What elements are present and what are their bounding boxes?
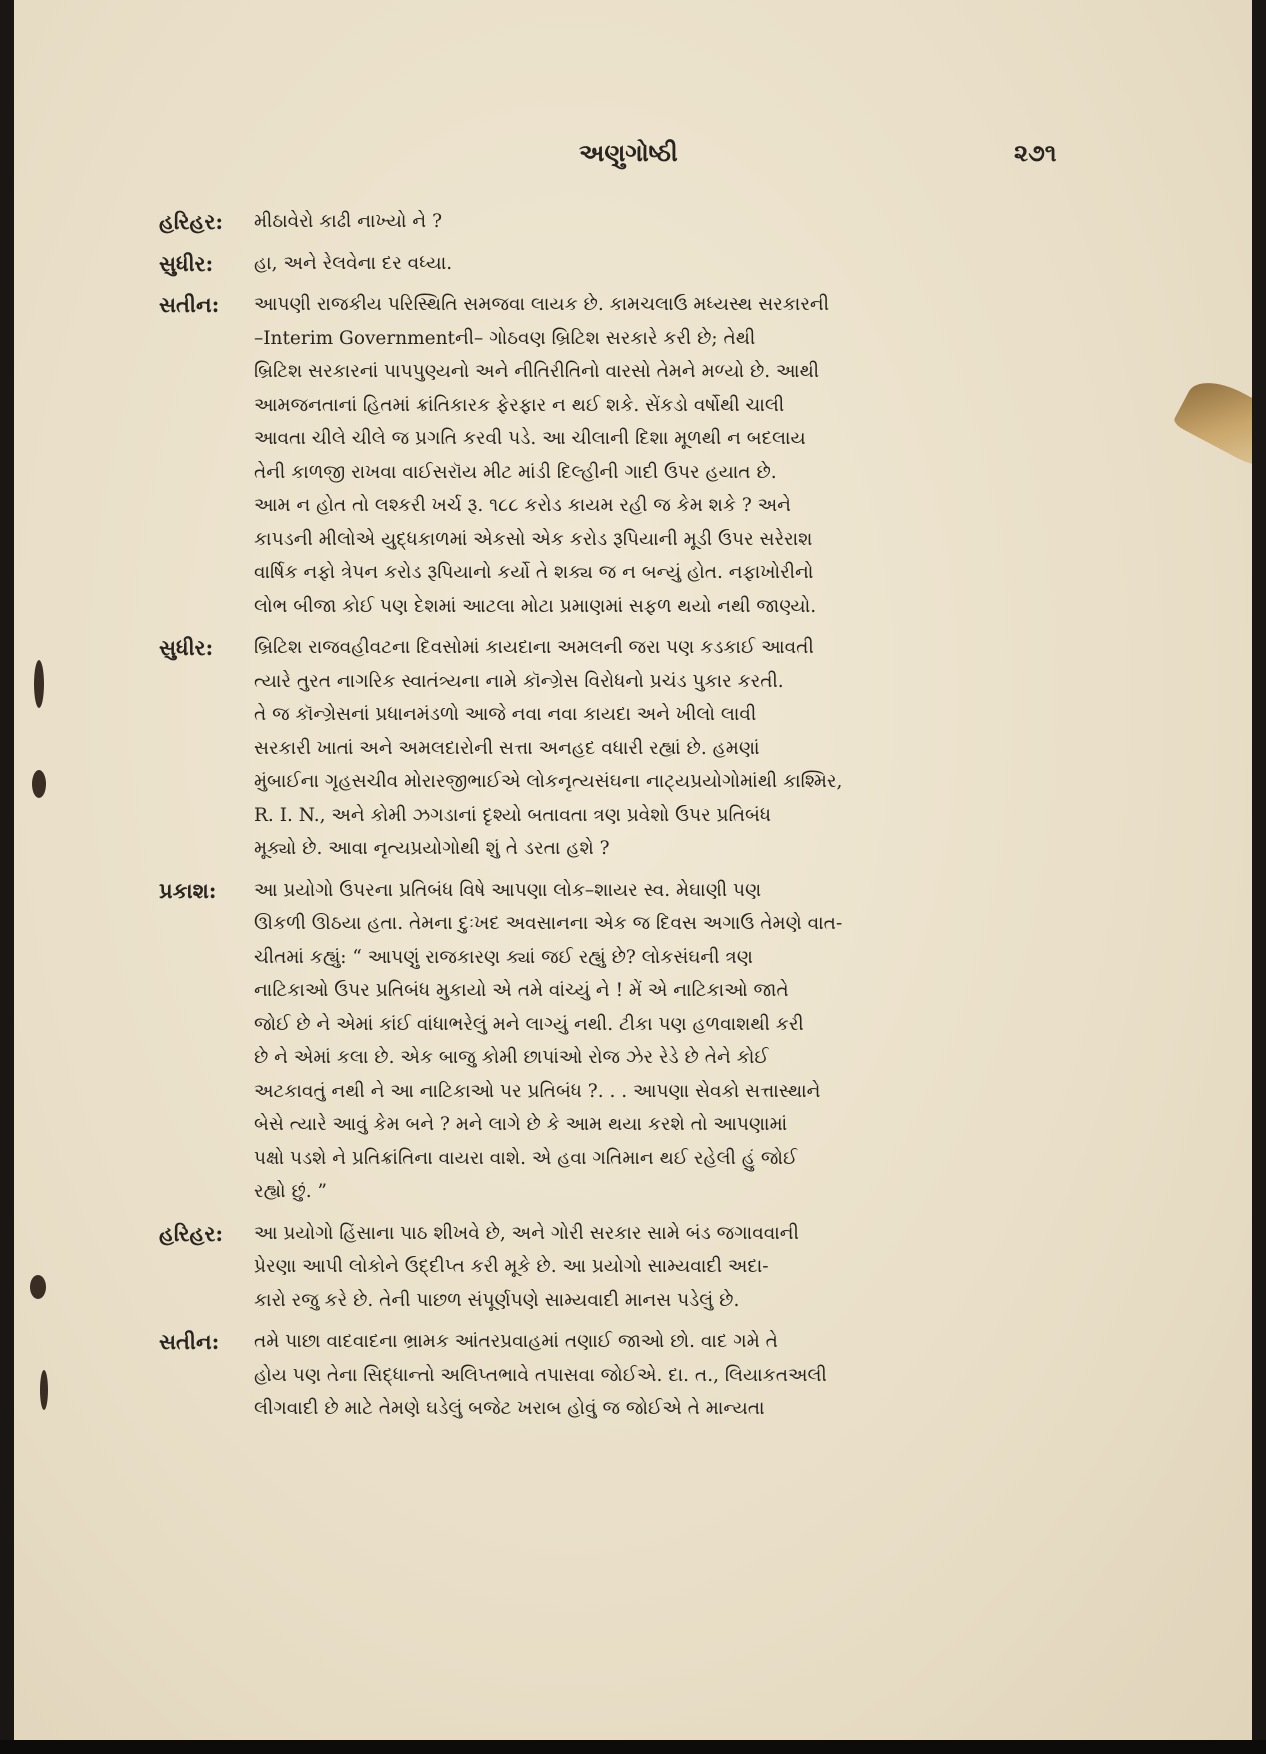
text-line: ઊકળી ઊઠયા હતા. તેમના દુઃખદ અવસાનના એક જ દિવસ અગાઉ તેમણે વાત- [254, 913, 843, 934]
text-line: તમે પાછા વાદવાદના ભ્રામક આંતરપ્રવાહમાં તણાઈ જાઓ છો. વાદ ગમે તે [254, 1331, 778, 1352]
speech-block [159, 1325, 1089, 1426]
text-line: ચીતમાં કહ્યું: “ આપણું રાજકારણ ક્યાં જઈ રહ્યું છે? લોકસંઘની ત્રણ [254, 946, 753, 968]
text-line: કારો રજુ કરે છે. તેની પાછળ સંપૂર્ણપણે સામ્યવાદી માનસ પડેલું છે. [254, 1289, 740, 1311]
text-line: વાર્ષિક નફો ત્રેપન કરોડ રૂપિયાનો કર્યો તે શક્ય જ ન બન્યું હોત. નફાખોરીનો [254, 562, 814, 583]
speech-text [254, 874, 1089, 1209]
text-line: આ પ્રયોગો હિંસાના પાઠ શીખવે છે, અને ગોરી સરકાર સામે બંડ જગાવવાની [254, 1222, 799, 1244]
speaker-name: સતીન: [159, 1329, 220, 1354]
speech-text [254, 1325, 1089, 1426]
speech-text [254, 205, 1089, 239]
text-line: મીઠાવેરો કાઢી નાખ્યો ને ? [254, 211, 442, 232]
ink-mark [40, 1370, 48, 1410]
speech-text [254, 1217, 1089, 1318]
text-line: –Interim Governmentની– ગોઠવણ બ્રિટિશ સરકારે કરી છે; તેથી [254, 327, 756, 349]
text-line: આ પ્રયોગો ઉપરના પ્રતિબંધ વિષે આપણા લોક–શાયર સ્વ. મેઘાણી પણ [254, 879, 762, 901]
ink-mark [30, 1275, 46, 1299]
page-stain [1172, 370, 1252, 479]
running-title: અણુગોષ્ઠી [579, 138, 678, 167]
text-line: સરકારી ખાતાં અને અમલદારોની સત્તા અનહદ વધારી રહ્યાં છે. હમણાં [254, 737, 760, 759]
dialogue-body [159, 205, 1089, 1434]
speaker-name: હરિહર: [159, 209, 224, 234]
text-line: જોઈ છે ને એમાં કાંઈ વાંધાભરેલું મને લાગ્યું નથી. ટીકા પણ હળવાશથી કરી [254, 1013, 804, 1035]
text-line: તેની કાળજી રાખવા વાઈસરૉય મીટ માંડી દિલ્હીની ગાદી ઉપર હયાત છે. [254, 461, 777, 483]
text-line: છે ને એમાં કલા છે. એક બાજુ કોમી છાપાંઓ રોજ ઝેર રેડે છે તેને કોઈ [254, 1047, 769, 1068]
text-line: તે જ કૉન્ગ્રેસનાં પ્રધાનમંડળો આજે નવા નવા કાયદા અને ખીલો લાવી [254, 704, 757, 725]
text-line: હા, અને રેલવેના દર વધ્યા. [254, 252, 453, 274]
book-page [14, 0, 1252, 1740]
speech-text [254, 288, 1089, 623]
speaker-name: પ્રકાશ: [159, 877, 217, 903]
text-line: આપણી રાજકીય પરિસ્થિતિ સમજવા લાયક છે. કામચલાઉ મધ્યસ્થ સરકારની [254, 294, 829, 315]
text-line: આમજનતાનાં હિતમાં ક્રાંતિકારક ફેરફાર ન થઈ શકે. સેંકડો વર્ષોથી ચાલી [254, 394, 785, 416]
scan-edge [0, 1740, 1266, 1754]
speech-block [159, 205, 1089, 239]
text-line: મૂક્યો છે. આવા નૃત્યપ્રયોગોથી શું તે ડરતા હશે ? [254, 838, 610, 859]
text-line: ત્યારે તુરત નાગરિક સ્વાતંત્ર્યના નામે કૉન્ગ્રેસ વિરોધનો પ્રચંડ પુકાર કરતી. [254, 670, 784, 692]
ink-mark [32, 770, 46, 798]
text-line: પક્ષો પડશે ને પ્રતિક્રાંતિના વાયરા વાશે. એ હવા ગતિમાન થઈ રહેલી હું જોઈ [254, 1147, 798, 1169]
text-line: આમ ન હોત તો લશ્કરી ખર્ચ રૂ. ૧૮૮ કરોડ કાયમ રહી જ કેમ શકે ? અને [254, 495, 791, 516]
speaker-name: સતીન: [159, 292, 220, 317]
text-line: R. I. N., અને કોમી ઝગડાનાં દૃશ્યો બતાવતા ત્રણ પ્રવેશો ઉપર પ્રતિબંધ [254, 804, 771, 826]
text-line: અટકાવતું નથી ને આ નાટિકાઓ પર પ્રતિબંધ ?. . . આપણા સેવકો સત્તાસ્થાને [254, 1080, 821, 1102]
text-line: હોય પણ તેના સિદ્ધાન્તો અલિપ્તભાવે તપાસવા જોઈએ. દા. ત., લિયાકતઅલી [254, 1364, 827, 1386]
text-line: કાપડની મીલોએ યુદ્ધકાળમાં એકસો એક કરોડ રૂપિયાની મૂડી ઉપર સરેરાશ [254, 528, 813, 550]
text-line: પ્રેરણા આપી લોકોને ઉદ્દીપ્ત કરી મૂકે છે. આ પ્રયોગો સામ્યવાદી અદા- [254, 1256, 769, 1277]
speech-block [159, 1217, 1089, 1318]
speech-block [159, 247, 1089, 281]
text-line: બ્રિટિશ સરકારનાં પાપપુણ્યનો અને નીતિરીતિનો વારસો તેમને મળ્યો છે. આથી [254, 361, 820, 382]
text-line: બ્રિટિશ રાજવહીવટના દિવસોમાં કાયદાના અમલની જરા પણ કડકાઈ આવતી [254, 637, 814, 658]
page-header [14, 138, 1252, 178]
text-line: નાટિકાઓ ઉપર પ્રતિબંધ મુકાયો એ તમે વાંચ્યું ને ! મેં એ નાટિકાઓ જાતે [254, 980, 789, 1001]
text-line: બેસે ત્યારે આવું કેમ બને ? મને લાગે છે કે આમ થયા કરશે તો આપણામાં [254, 1114, 788, 1135]
speech-block [159, 631, 1089, 866]
speech-block [159, 874, 1089, 1209]
text-line: લીગવાદી છે માટે તેમણે ઘડેલું બજેટ ખરાબ હોવું જ જોઈએ તે માન્યતા [254, 1398, 765, 1419]
text-line: મુંબાઈના ગૃહસચીવ મોરારજીભાઈએ લોકનૃત્યસંઘના નાટ્યપ્રયોગોમાંથી કાશ્મિર, [254, 771, 843, 792]
speaker-name: હરિહર: [159, 1220, 224, 1246]
speech-text [254, 247, 1089, 281]
speaker-name: સુધીર: [159, 635, 214, 660]
text-line: રહ્યો છું. ” [254, 1181, 327, 1202]
speech-text [254, 631, 1089, 866]
text-line: આવતા ચીલે ચીલે જ પ્રગતિ કરવી પડે. આ ચીલાની દિશા મૂળથી ન બદલાય [254, 428, 806, 449]
ink-mark [34, 660, 44, 708]
page-number: ૨૭૧ [1014, 138, 1057, 167]
speech-block [159, 288, 1089, 623]
speaker-name: સુધીર: [159, 250, 214, 276]
text-line: લોભ બીજા કોઈ પણ દેશમાં આટલા મોટા પ્રમાણમાં સફળ થયો નથી જાણ્યો. [254, 595, 817, 617]
